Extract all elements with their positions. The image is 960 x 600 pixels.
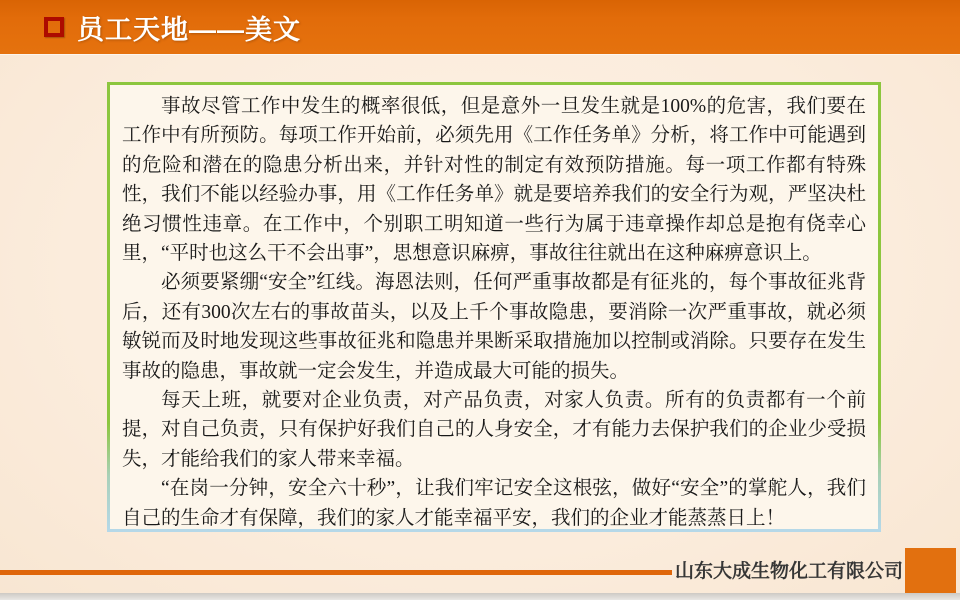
essay-text-box [107,82,881,532]
essay-paragraph: 必须要紧绷“安全”红线。海恩法则，任何严重事故都是有征兆的，每个事故征兆背后，还有300次左右的事故苗头，以及上千个事故隐患，要消除一次严重事故，就必须敏锐而及时地发现这些事故征兆和隐患并果断采取措施加以控制或消除。只要存在发生事故的隐患，事故就一定会发生，并造成最大可能的损失。 [122,272,866,382]
slide-title: 员工天地——美文 [77,14,301,45]
red-square-bullet-icon [44,17,64,37]
bottom-gray-strip [0,593,960,600]
slide-header-bar [0,0,960,54]
footer-divider-line [0,570,672,575]
essay-paragraph: 每天上班，就要对企业负责，对产品负责，对家人负责。所有的负责都有一个前提，对自己负责，只有保护好我们自己的人身安全，才有能力去保护我们的企业少受损失，才能给我们的家人带来幸福。 [122,390,866,470]
corner-accent-square [905,548,956,593]
essay-paragraph: 事故尽管工作中发生的概率很低，但是意外一旦发生就是100%的危害，我们要在工作中有所预防。每项工作开始前，必须先用《工作任务单》分析，将工作中可能遇到的危险和潜在的隐患分析出来，并针对性的制定有效预防措施。每一项工作都有特殊性，我们不能以经验办事，用《工作任务单》就是要培养我们的安全行为观，严坚决杜绝习惯性违章。在工作中，个别职工明知道一些行为属于违章操作却总是抱有侥幸心里，“平时也这么干不会出事”，思想意识麻痹，事故往往就出在这种麻痹意识上。 [122,96,866,265]
essay-paragraph: “在岗一分钟，安全六十秒”，让我们牢记安全这根弦，做好“安全”的掌舵人，我们自己的生命才有保障，我们的家人才能幸福平安，我们的企业才能蒸蒸日上！ [122,478,866,529]
company-name: 山东大成生物化工有限公司 [675,561,904,582]
